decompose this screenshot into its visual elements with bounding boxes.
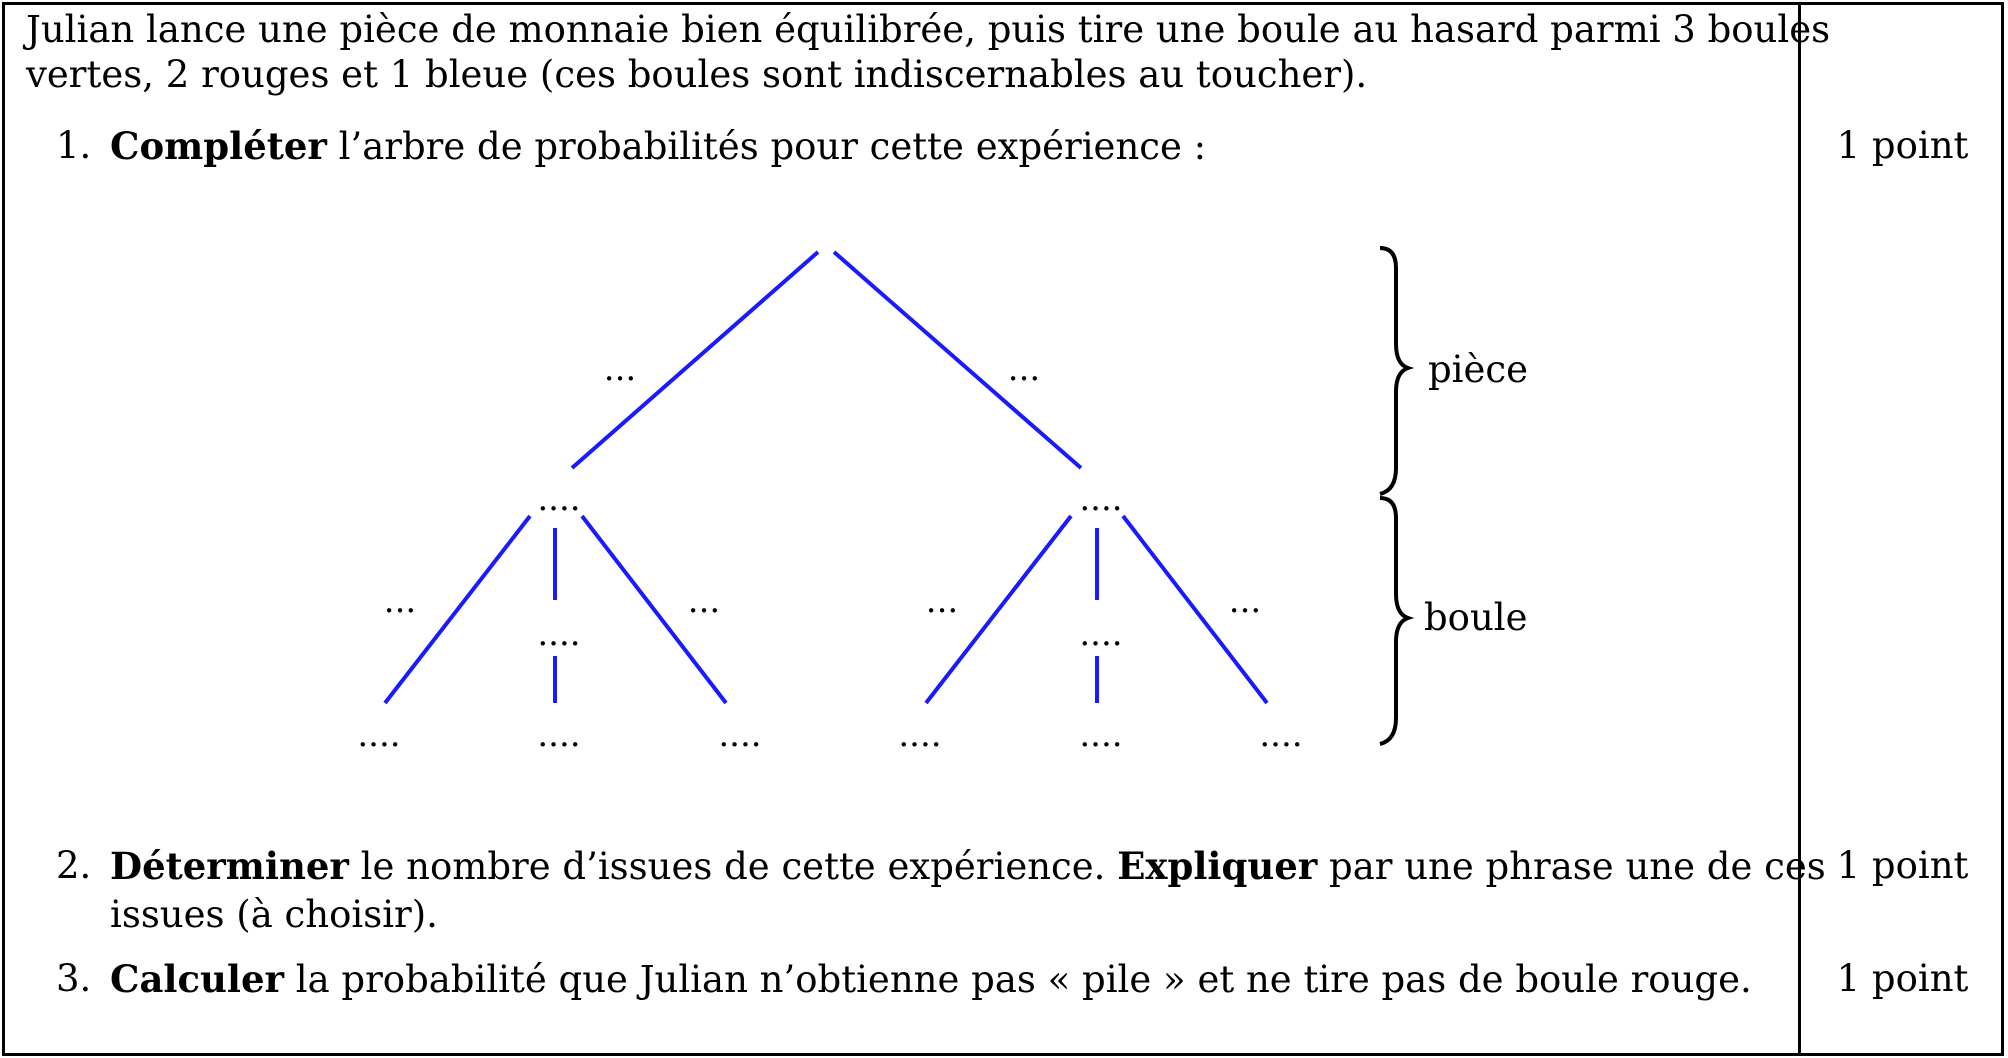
question-2-line-2: issues (à choisir). — [110, 893, 438, 936]
question-2-verb: Déterminer — [110, 844, 349, 888]
question-2-rest-a: le nombre d’issues de cette expérience. — [348, 845, 1118, 888]
leaf-label-3: .... — [718, 715, 762, 755]
question-2-rest-b: par une phrase une de ces — [1317, 845, 1826, 888]
leaf-label-2: .... — [537, 715, 581, 755]
intro-line-1: Julian lance une pièce de monnaie bien équilibrée, puis tire une boule au hasard parmi 3 boules — [26, 8, 1831, 51]
question-1-number: 1. — [56, 124, 92, 167]
question-2-number: 2. — [56, 844, 92, 887]
intro-line-2: vertes, 2 rouges et 1 bleue (ces boules sont indiscernables au toucher). — [26, 53, 1368, 96]
prob-label-face-side: ... — [1007, 349, 1041, 389]
prob-label-right-2: .... — [1079, 614, 1123, 654]
prob-label-right-3: ... — [1228, 581, 1262, 621]
branch-root-right — [834, 252, 1081, 468]
brace-piece — [1380, 248, 1408, 494]
question-1-verb: Compléter — [110, 124, 327, 168]
leaf-label-6: .... — [1259, 715, 1303, 755]
brace-label-boule: boule — [1424, 596, 1528, 639]
question-2-verb-2: Expliquer — [1117, 844, 1318, 888]
leaf-label-1: .... — [357, 715, 401, 755]
question-3-rest: la probabilité que Julian n’obtienne pas « pile » et ne tire pas de boule rouge. — [284, 958, 1752, 1001]
node-label-right: .... — [1079, 479, 1123, 519]
prob-label-pile-side: ... — [603, 349, 637, 389]
question-3-text — [110, 955, 1752, 1004]
node-label-left: .... — [537, 479, 581, 519]
question-2-text — [110, 842, 1826, 891]
prob-label-right-1: ... — [925, 581, 959, 621]
prob-label-left-2: .... — [537, 614, 581, 654]
question-1-rest: l’arbre de probabilités pour cette expérience : — [326, 125, 1207, 168]
question-3-verb: Calculer — [110, 957, 284, 1001]
question-1-points: 1 point — [1836, 124, 1969, 167]
question-2-points: 1 point — [1836, 844, 1969, 887]
question-3-points: 1 point — [1836, 957, 1969, 1000]
leaf-label-5: .... — [1079, 715, 1123, 755]
brace-boule — [1380, 498, 1408, 744]
question-3-number: 3. — [56, 957, 92, 1000]
brace-label-piece: pièce — [1428, 348, 1529, 391]
leaf-label-4: .... — [898, 715, 942, 755]
prob-label-left-3: ... — [687, 581, 721, 621]
tree-branches — [385, 252, 1267, 703]
prob-label-left-1: ... — [383, 581, 417, 621]
